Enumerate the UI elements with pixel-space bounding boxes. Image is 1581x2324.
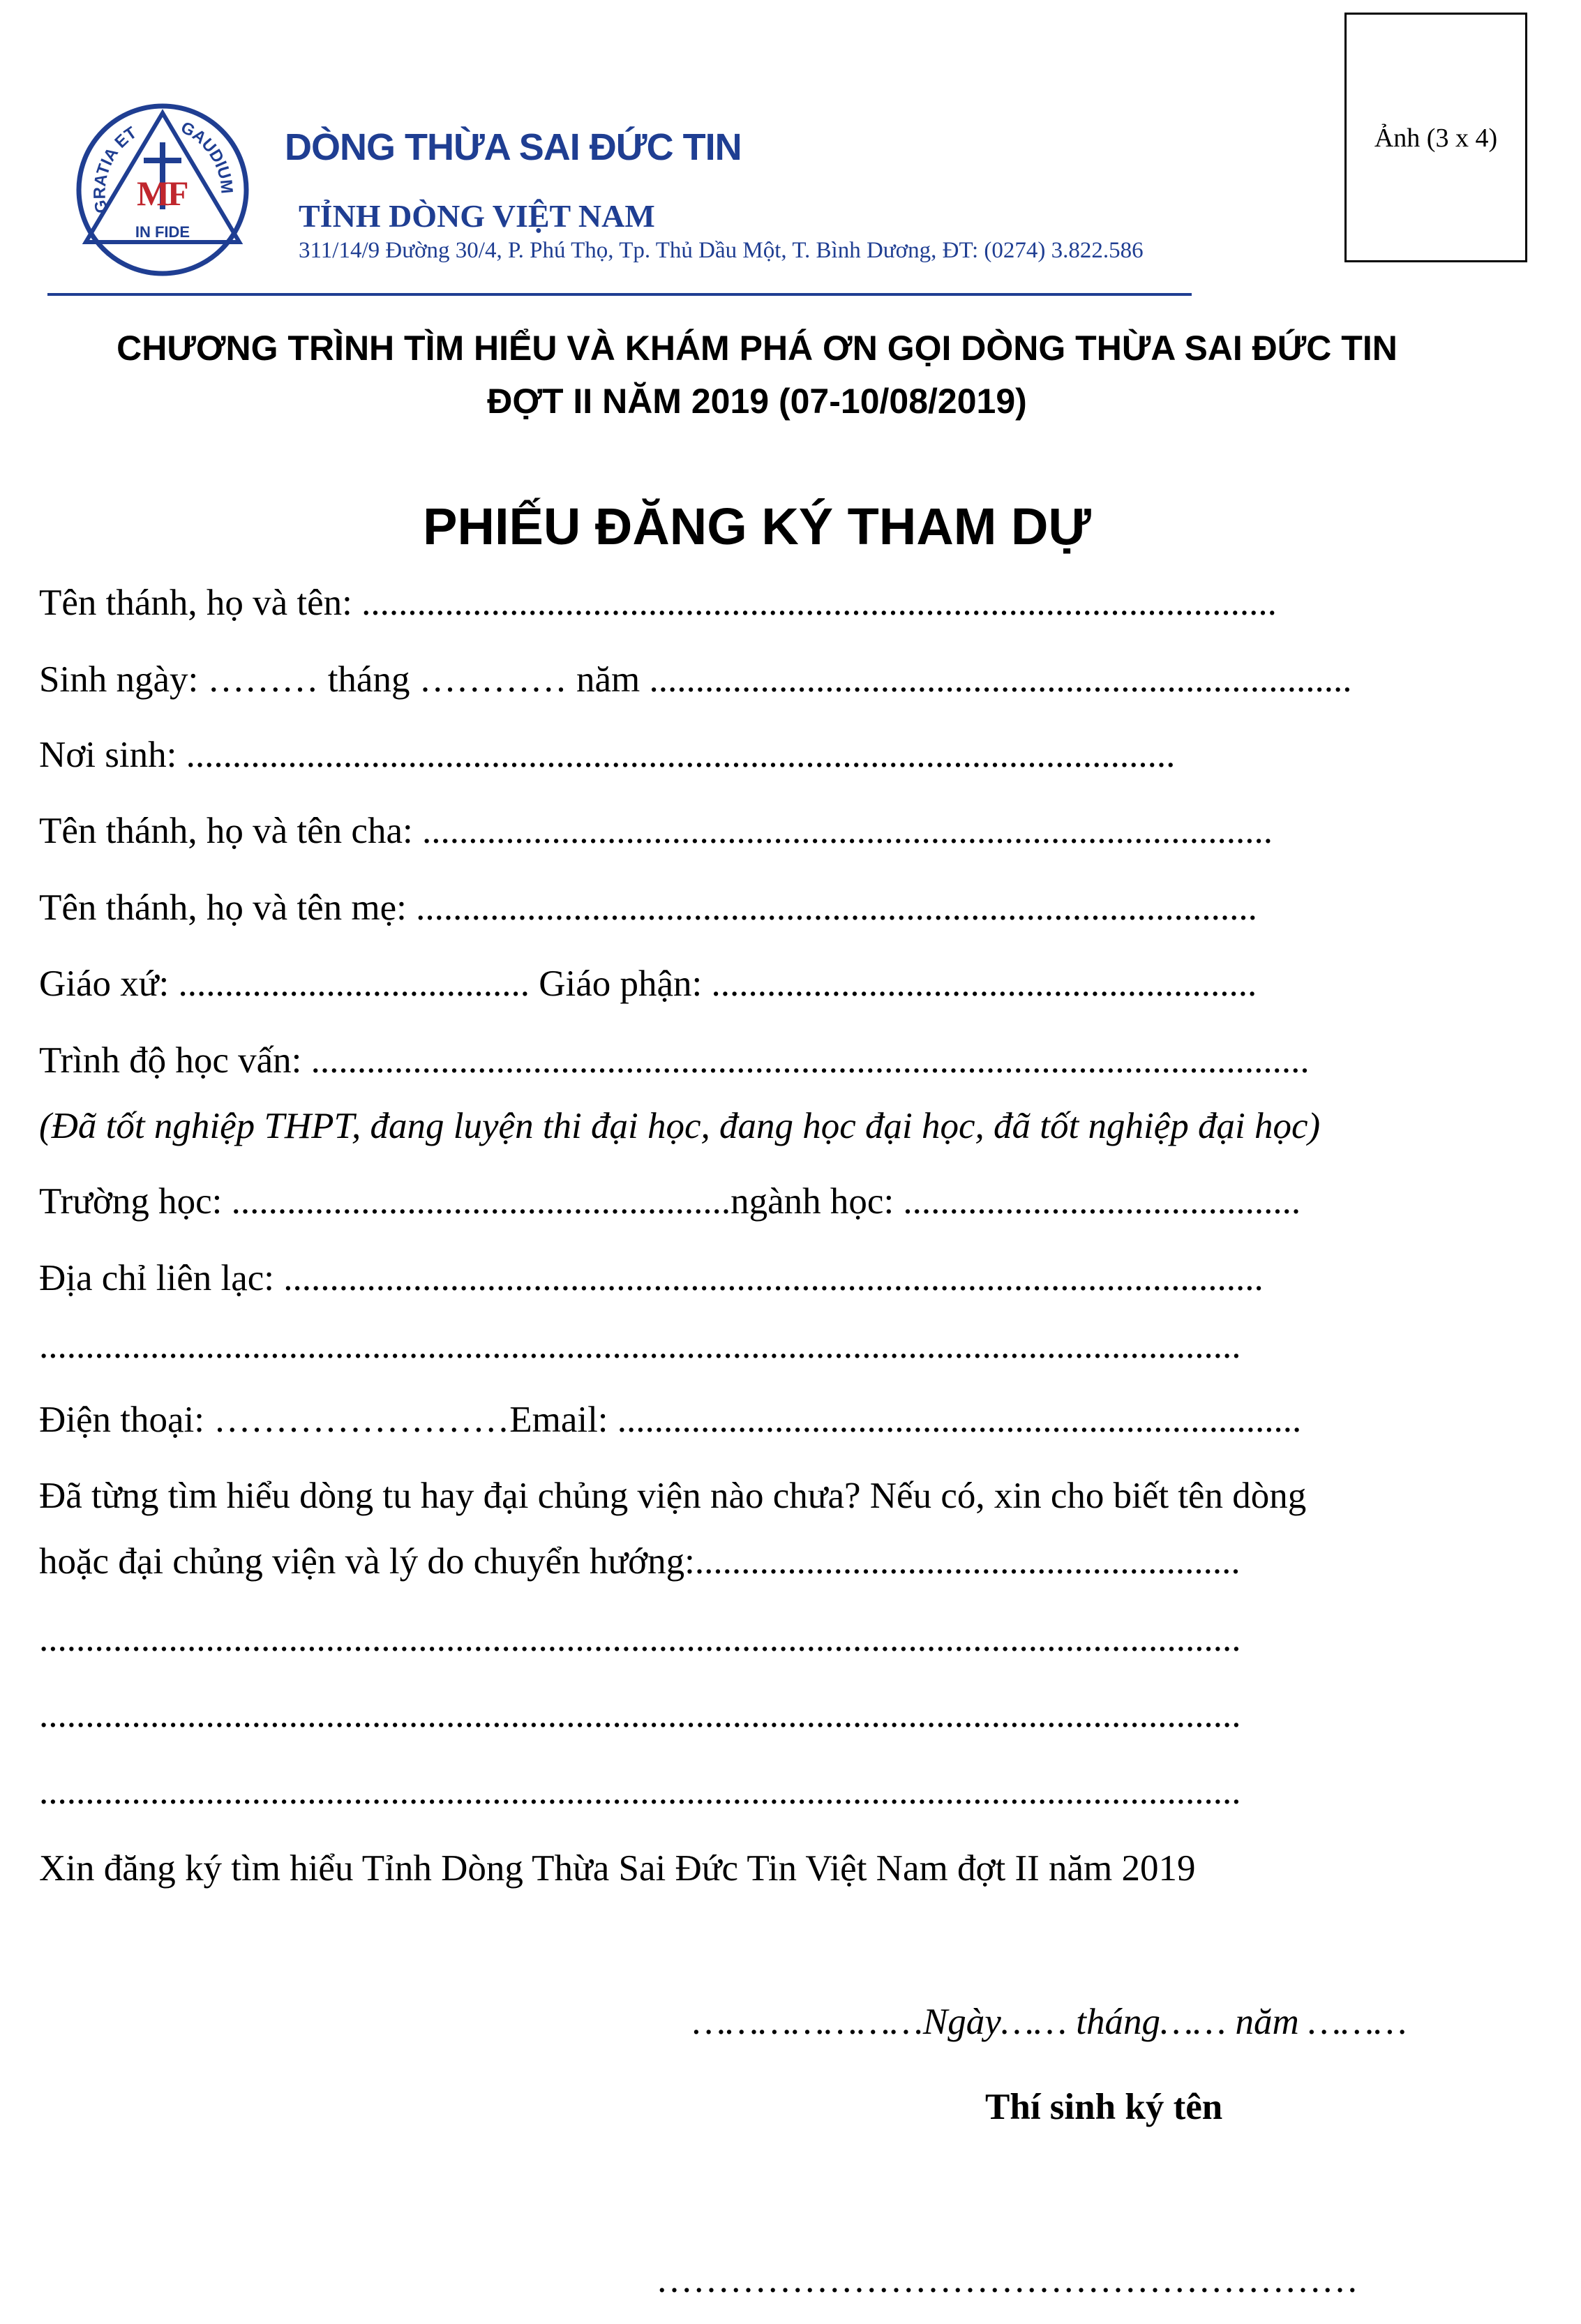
father-name-field[interactable]: Tên thánh, họ và tên cha: ............................................................................................	[39, 811, 1273, 851]
organization-name: DÒNG THỪA SAI ĐỨC TIN	[285, 126, 742, 168]
full-name-field[interactable]: Tên thánh, họ và tên: ...................................................................................................	[39, 583, 1277, 623]
answer-blank-line[interactable]: ..................................................................................................................................	[39, 1695, 1241, 1735]
answer-blank-line[interactable]: ..................................................................................................................................	[39, 1771, 1241, 1812]
logo-text-left: GRATIA ET	[90, 123, 141, 215]
registration-declaration: Xin đăng ký tìm hiểu Tỉnh Dòng Thừa Sai Đức Tin Việt Nam đợt II năm 2019	[39, 1848, 1196, 1889]
signature-date-line[interactable]: …………………Ngày…… tháng…… năm ………	[693, 2002, 1407, 2042]
logo-monogram-m: M	[137, 174, 170, 213]
education-note: (Đã tốt nghiệp THPT, đang luyện thi đại học, đang học đại học, đã tốt nghiệp đại học)	[39, 1106, 1321, 1146]
organization-address: 311/14/9 Đường 30/4, P. Phú Thọ, Tp. Thủ Dầu Một, T. Bình Dương, ĐT: (0274) 3.822.586	[299, 238, 1144, 263]
program-title-line2: ĐỢT II NĂM 2019 (07-10/08/2019)	[487, 382, 1027, 421]
birthplace-field[interactable]: Nơi sinh: ...........................................................................................................	[39, 735, 1176, 775]
signature-label: Thí sinh ký tên	[985, 2087, 1223, 2127]
school-major-field[interactable]: Trường học: ......................................................ngành học: ...........................................	[39, 1181, 1301, 1222]
answer-blank-line[interactable]: ..................................................................................................................................	[39, 1619, 1241, 1659]
prior-vocation-question-line2[interactable]: hoặc đại chủng viện và lý do chuyển hướng:...........................................................	[39, 1541, 1241, 1582]
logo-monogram-f: F	[167, 174, 189, 213]
phone-email-field[interactable]: Điện thoại: ……………………Email: ..........................................................................	[39, 1400, 1302, 1440]
education-field[interactable]: Trình độ học vấn: ............................................................................................................	[39, 1040, 1310, 1081]
header-divider	[47, 293, 1192, 296]
program-title-line1: CHƯƠNG TRÌNH TÌM HIỂU VÀ KHÁM PHÁ ƠN GỌI DÒNG THỪA SAI ĐỨC TIN	[117, 329, 1398, 368]
contact-address-continued[interactable]: ..................................................................................................................................	[39, 1326, 1241, 1366]
mother-name-field[interactable]: Tên thánh, họ và tên mẹ: ...........................................................................................	[39, 887, 1257, 928]
prior-vocation-question-line1: Đã từng tìm hiểu dòng tu hay đại chủng viện nào chưa? Nếu có, xin cho biết tên dòng	[39, 1476, 1307, 1516]
logo-text-right: GAUDIUM	[177, 118, 237, 195]
photo-placeholder-box	[1344, 13, 1527, 262]
contact-address-field[interactable]: Địa chỉ liên lạc: ..........................................................................................................	[39, 1258, 1264, 1298]
province-name: TỈNH DÒNG VIỆT NAM	[299, 198, 655, 234]
parish-diocese-field[interactable]: Giáo xứ: ...................................... Giáo phận: ...........................................................	[39, 964, 1257, 1004]
form-title: PHIẾU ĐĂNG KÝ THAM DỰ	[423, 497, 1091, 555]
photo-box-label: Ảnh (3 x 4)	[1374, 123, 1498, 153]
congregation-logo	[75, 99, 250, 280]
logo-text-bottom: IN FIDE	[135, 223, 190, 241]
birth-date-field[interactable]: Sinh ngày: ……… tháng ………… năm ............................................................................	[39, 659, 1352, 700]
signature-line[interactable]: …………………………………………………	[656, 2260, 1358, 2300]
